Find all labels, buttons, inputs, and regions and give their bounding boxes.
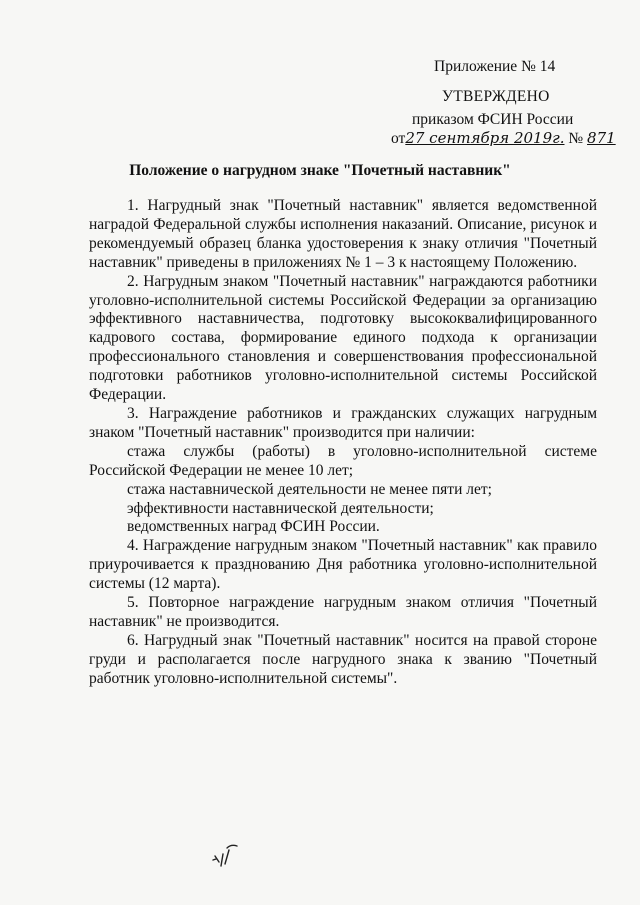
paragraph-3: 3. Награждение работников и гражданских служащих нагрудным знаком "Почетный наставник" производится при наличии: <box>89 404 597 441</box>
document-title: Положение о нагрудном знаке "Почетный наставник" <box>129 162 511 179</box>
date-prefix: от <box>391 130 406 147</box>
paragraph-1: 1. Нагрудный знак "Почетный наставник" является ведомственной наградой Федеральной службы исполнения наказаний. Описание, рисунок и рекомендуемый образец бланка удостоверения к знаку отличия "Почетный наставник" приведены в приложениях № 1 – 3 к настоящему Положению. <box>89 197 597 271</box>
paragraph-4: 4. Награждение нагрудным знаком "Почетный наставник" как правило приурочивается к празднованию Дня работника уголовно-исполнительной системы (12 марта). <box>89 537 597 593</box>
handwritten-date: 27 сентября 2019г. <box>405 129 565 147</box>
condition-item: ведомственных наград ФСИН России. <box>127 518 380 536</box>
paragraph-2: 2. Нагрудным знаком "Почетный наставник" награждаются работники уголовно-исполнительной системы Российской Федерации за организацию эффективного наставничества, подготовку высококвалифицированного кадрового состава, формирование единого подхода к организации профессионального становления и совершенствования профессиональной подготовки работников уголовно-исполнительной системы Российской Федерации. <box>89 272 597 404</box>
appendix-number: Приложение № 14 <box>434 58 556 75</box>
handwritten-number: 871 <box>587 129 616 147</box>
number-prefix: № <box>568 130 584 147</box>
paragraph-5: 5. Повторное награждение нагрудным знаком отличия "Почетный наставник" не производится. <box>89 594 597 630</box>
document-body <box>89 197 597 689</box>
signature-mark <box>205 836 245 870</box>
condition-item: стажа наставнической деятельности не менее пяти лет; <box>127 480 492 498</box>
approval-stamp: УТВЕРЖДЕНО <box>442 88 550 105</box>
order-date-line <box>391 129 616 148</box>
condition-item: стажа службы (работы) в уголовно-исполнительной системе Российской Федерации не менее 10 лет; <box>89 442 597 479</box>
order-reference: приказом ФСИН России <box>412 111 574 128</box>
paragraph-6: 6. Нагрудный знак "Почетный наставник" носится на правой стороне груди и располагается после нагрудного знака к званию "Почетный работник уголовно-исполнительной системы". <box>89 631 597 687</box>
condition-item: эффективности наставнической деятельности; <box>127 499 434 517</box>
